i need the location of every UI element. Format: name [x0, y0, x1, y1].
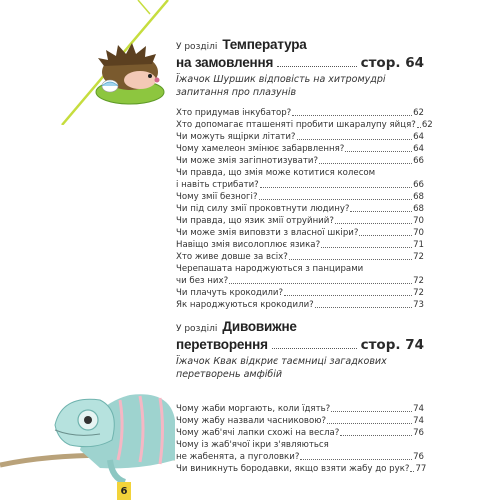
section-title-line2: на замовлення	[176, 55, 274, 70]
toc-entry[interactable]: Чи під силу змії проковтнути людину? 68	[176, 204, 424, 214]
toc-list	[176, 107, 433, 311]
toc-entry[interactable]: Чи виникнуть бородавки, якщо взяти жабу до рук? 77	[176, 464, 427, 474]
toc-entry[interactable]: Чому хамелеон змінює забарвлення? 64	[176, 144, 424, 154]
toc-entry[interactable]: Хто придумав інкубатор? 62	[176, 108, 424, 118]
toc-list	[176, 403, 427, 475]
toc-entry[interactable]: Чи може змія виповзти з власної шкіри? 70	[176, 228, 424, 238]
section-page-ref[interactable]: стор. 74	[360, 337, 424, 353]
section-intro: Їжачок Квак відкриє таємниці загадкових перетворень амфібій	[176, 356, 387, 380]
section-title-line1: Дивовижне	[222, 319, 297, 334]
toc-entry[interactable]: Чому змії безногі? 68	[176, 192, 424, 202]
section-heading-line2	[176, 337, 424, 353]
section-prefix: У розділі	[176, 324, 218, 334]
toc-entry[interactable]: Чому жаб'ячі лапки схожі на весла? 76	[176, 428, 424, 438]
toc-entry[interactable]: Чи правда, що змія може котитися колесом і навіть стрибати? 66	[176, 168, 424, 190]
section-prefix: У розділі	[176, 42, 218, 52]
toc-entry[interactable]: Як народжуються крокодили? 73	[176, 300, 424, 310]
toc-section-1	[176, 36, 433, 311]
chameleon-illustration	[0, 300, 175, 500]
section-intro: Їжачок Шуршик відповість на хитромудрі запитання про плазунів	[176, 74, 386, 98]
toc-entry[interactable]: Чи може змія загіпнотизувати? 66	[176, 156, 424, 166]
page-number: 6	[117, 482, 131, 500]
section-heading-line2	[176, 55, 424, 71]
toc-entry[interactable]: Чи правда, що язик змії отруйний? 70	[176, 216, 424, 226]
section-title-line1: Температура	[222, 37, 307, 52]
toc-entry[interactable]: Чи можуть ящірки літати? 64	[176, 132, 424, 142]
toc-entry[interactable]: Черепашата народжуються з панцирами чи без них? 72	[176, 264, 424, 286]
toc-entry[interactable]: Хто допомагає пташеняті пробити шкаралупу яйця? 62	[176, 120, 433, 130]
hedgehog-illustration	[0, 0, 175, 125]
toc-entry[interactable]: Чому жабу назвали часниковою? 74	[176, 416, 424, 426]
section-page-ref[interactable]: стор. 64	[360, 55, 424, 71]
section-heading-line1	[176, 318, 424, 337]
dot-leader	[277, 66, 356, 67]
dot-leader	[272, 348, 357, 349]
section-heading-line1	[176, 36, 424, 55]
toc-section-2	[176, 318, 427, 475]
section-title-line2: перетворення	[176, 337, 268, 352]
toc-entry[interactable]: Чому із жаб'ячої ікри з'являються не жабенята, а пуголовки? 76	[176, 440, 424, 462]
toc-entry[interactable]: Чи плачуть крокодили? 72	[176, 288, 424, 298]
toc-entry[interactable]: Чому жаби моргають, коли їдять? 74	[176, 404, 424, 414]
toc-entry[interactable]: Хто живе довше за всіх? 72	[176, 252, 424, 262]
toc-entry[interactable]: Навіщо змія висолоплює язика? 71	[176, 240, 424, 250]
